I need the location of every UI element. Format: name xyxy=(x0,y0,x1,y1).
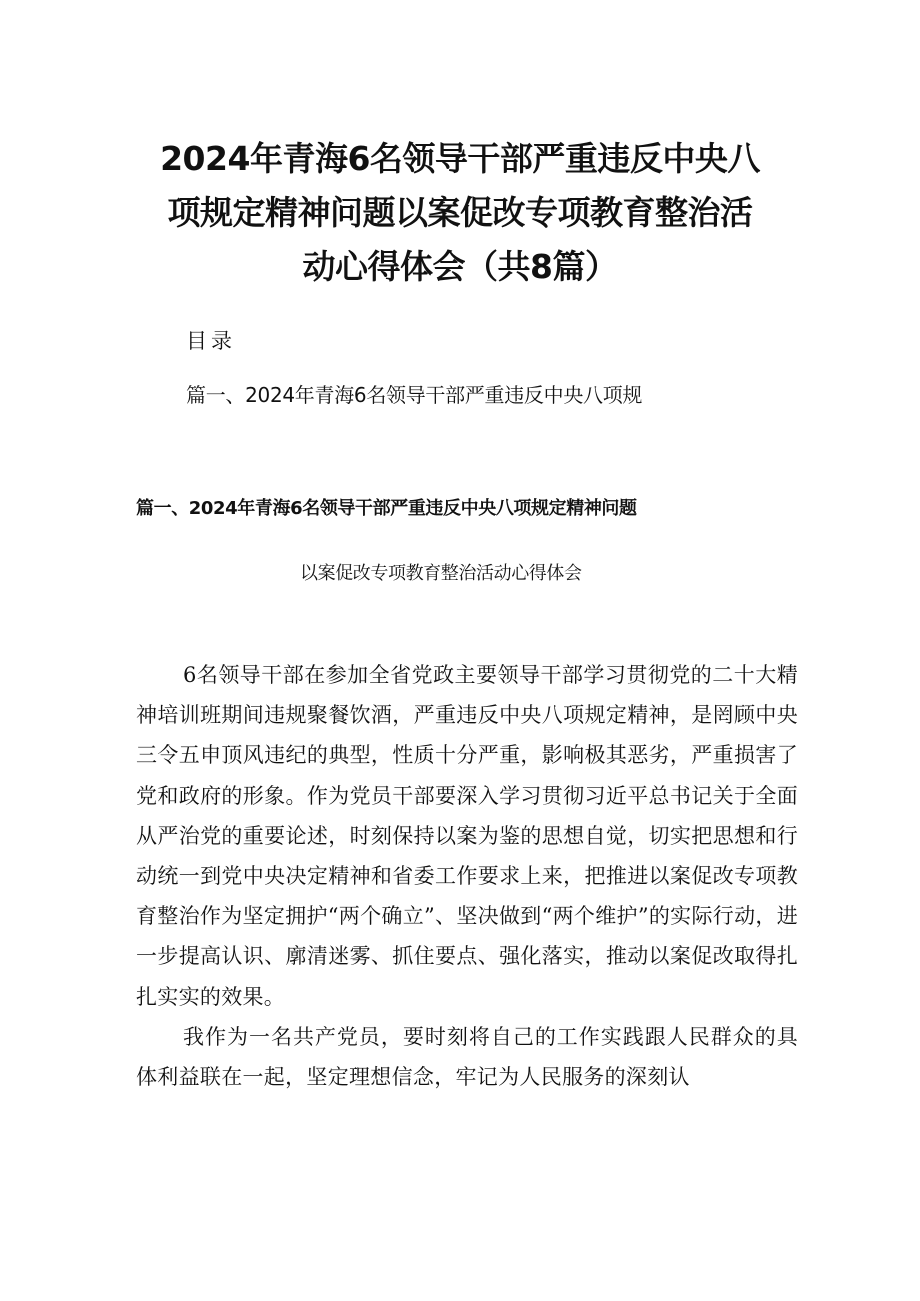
toc-label: 目录 xyxy=(186,329,236,353)
title-line-1: 2024年青海6名领导干部严重违反中央八 xyxy=(160,139,760,178)
toc-item-1[interactable]: 篇一、2024年青海6名领导干部严重违反中央八项规 xyxy=(186,383,643,407)
title-line-2: 项规定精神问题以案促改专项教育整治活 xyxy=(167,193,753,232)
title-line-3: 动心得体会（共8篇） xyxy=(302,247,618,286)
section-heading-line-1: 篇一、2024年青海6名领导干部严重违反中央八项规定精神问题 xyxy=(136,498,637,519)
paragraph-2: 我作为一名共产党员，要时刻将自己的工作实践跟人民群众的具体利益联在一起，坚定理想信念，牢记为人民服务的深刻认 xyxy=(136,1024,798,1090)
body-text xyxy=(136,655,798,1097)
paragraph-1: 6名领导干部在参加全省党政主要领导干部学习贯彻党的二十大精神培训班期间违规聚餐饮酒，严重违反中央八项规定精神，是罔顾中央三令五申顶风违纪的典型，性质十分严重，影响极其恶劣，严重损害了党和政府的形象。作为党员干部要深入学习贯彻习近平总书记关于全面从严治党的重要论述，时刻保持以案为鉴的思想自觉，切实把思想和行动统一到党中央决定精神和省委工作要求上来，把推进以案促改专项教育整治作为坚定拥护“两个确立”、坚决做到“两个维护”的实际行动，进一步提高认识、廓清迷雾、抓住要点、强化落实，推动以案促改取得扎扎实实的效果。 xyxy=(136,663,798,1009)
section-heading-line-2: 以案促改专项教育整治活动心得体会 xyxy=(300,563,582,584)
document-title xyxy=(120,132,800,294)
